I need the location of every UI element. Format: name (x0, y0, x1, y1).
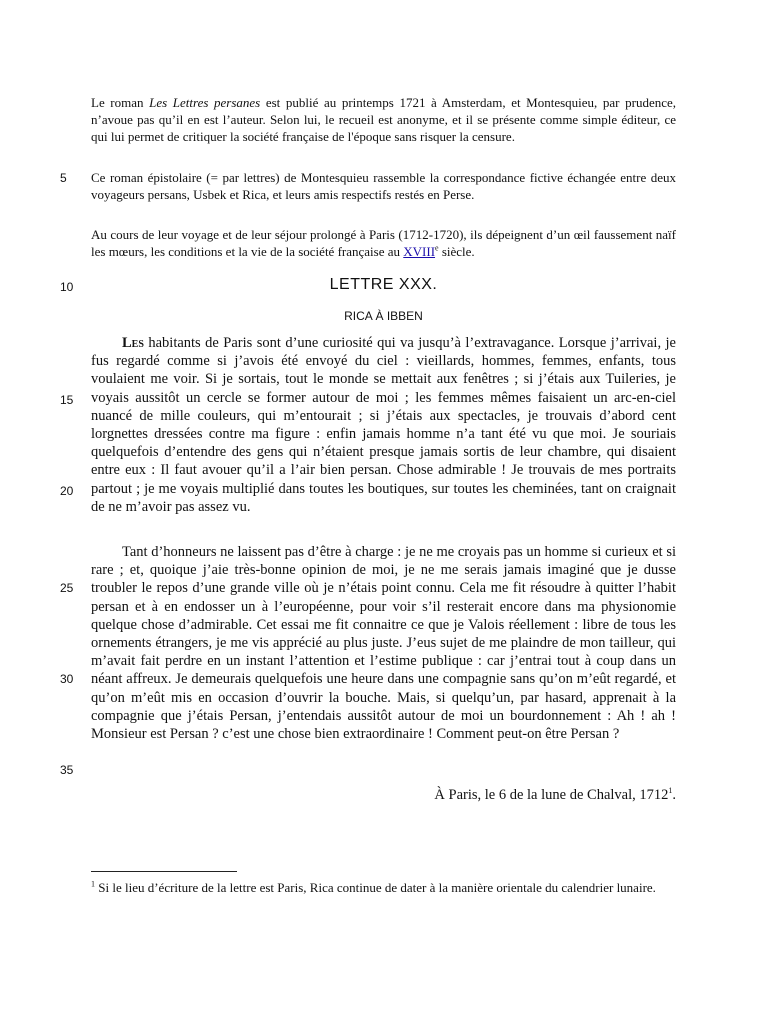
intro-text: est publié au printemps 1721 à Amsterdam, et Montesquieu, par prudence, n’avoue pas qu’il en est l’auteur. Selon lui, le recueil est anonyme, et il se présente comme simple éditeur, ce qui lui permet de critiquer la société française de l'époque sans risquer la censure. (91, 95, 677, 144)
book-title: Les Lettres persanes (149, 95, 261, 110)
superscript: e (435, 243, 439, 253)
intro-paragraph-3 (91, 226, 676, 260)
letter-title: LETTRE XXX. (329, 276, 438, 293)
century-link[interactable]: XVIII (403, 244, 436, 259)
line-number: 30 (60, 672, 74, 686)
line-number: 15 (60, 393, 74, 407)
intro-text: Le roman (91, 95, 150, 110)
intro-paragraph-2: Ce roman épistolaire (= par lettres) de Montesquieu rassemble la correspondance fictive échangée entre deux voyageurs persans, Usbek et Rica, et leurs amis respectifs restés en Perse. (91, 170, 676, 202)
letter-subtitle: RICA À IBBEN (344, 309, 423, 323)
letter-paragraph-1 (91, 334, 676, 516)
line-number: 35 (60, 763, 74, 777)
line-number: 20 (60, 484, 74, 498)
letter-paragraph-2: Tant d’honneurs ne laissent pas d’être à charge : je ne me croyais pas un homme si curieux et si rare ; et, quoique j’aie très-bonne opinion de moi, je ne me serais jamais imaginé que je dusse troubler le repos d’une grande ville où je n’étais point connu. Cela me fit résoudre à quitter l’habit persan et à en endosser un à l’européenne, pour voir s’il resterait encore dans ma physionomie quelque chose d’admirable. Cet essai me fit connaitre ce que je Valois réellement : libre de tous les ornements étrangers, je me vis apprécié au plus juste. J’eus sujet de me plaindre de mon tailleur, qui m’avait fait perdre en un instant l’attention et l’estime publique : car j’entrai tout à coup dans un néant affreux. Je demeurais quelquefois une heure dans une compagnie sans qu’on m’eût regardé, et qu’on m’eût mis en occasion d’ouvrir la bouche. Mais, si quelqu’un, par hasard, apprenait à la compagnie que j’étais Persan, j’entendais aussitôt autour de moi un bourdonnement : Ah ! ah ! Monsieur est Persan ? c’est une chose bien extraordinaire ! Comment peut-on être Persan ? (91, 544, 676, 743)
line-number: 10 (60, 280, 74, 294)
intro-text: Au cours de leur voyage et de leur séjour prolongé à Paris (1712-1720), ils dépeignent d’un œil faussement naïf les mœurs, les conditions et la vie de la société française au (91, 227, 676, 259)
footnote-marker: 1 (91, 879, 95, 889)
intro-paragraph-1 (91, 94, 676, 145)
footnote-text: Si le lieu d’écriture de la lettre est Paris, Rica continue de dater à la manière orientale du calendrier lunaire. (95, 880, 656, 895)
line-number: 25 (60, 581, 74, 595)
intro-text: siècle. (438, 244, 475, 259)
footnote-separator (91, 871, 237, 872)
letter-signature: À Paris, le 6 de la lune de Chalval, 1712$^1$. (434, 786, 676, 803)
footnote-ref: 1 (668, 786, 673, 796)
line-number: 5 (60, 171, 67, 185)
drop-cap: Les (122, 335, 144, 351)
letter-text: habitants de Paris sont d’une curiosité qui va jusqu’à l’extravagance. Lorsque j’arrivai, je fus regardé comme si j’avois été envoyé du ciel : vieillards, hommes, femmes, enfants, tous voulaient me voir. Si je sortais, tout le monde se mettait aux fenêtres ; si j’étais aux Tuileries, je voyais aussitôt un cercle se former autour de moi ; les femmes mêmes faisaient un arc-en-ciel nuancé de mille couleurs, qui m’entourait ; si j’étais aux spectacles, je trouvais d’abord cent lorgnettes dressées contre ma figure : enfin jamais homme n’a tant été vu que moi. Je souriais quelquefois d’entendre des gens qui n’étaient presque jamais sortis de leur chambre, qui disaient entre eux : Il faut avouer qu’il a l’air bien persan. Chose admirable ! Je trouvais de mes portraits partout ; je me voyais multiplié dans toutes les boutiques, sur toutes les cheminées, tant on craignait de ne m’avoir pas assez vu. (91, 335, 676, 515)
footnote (91, 879, 661, 896)
